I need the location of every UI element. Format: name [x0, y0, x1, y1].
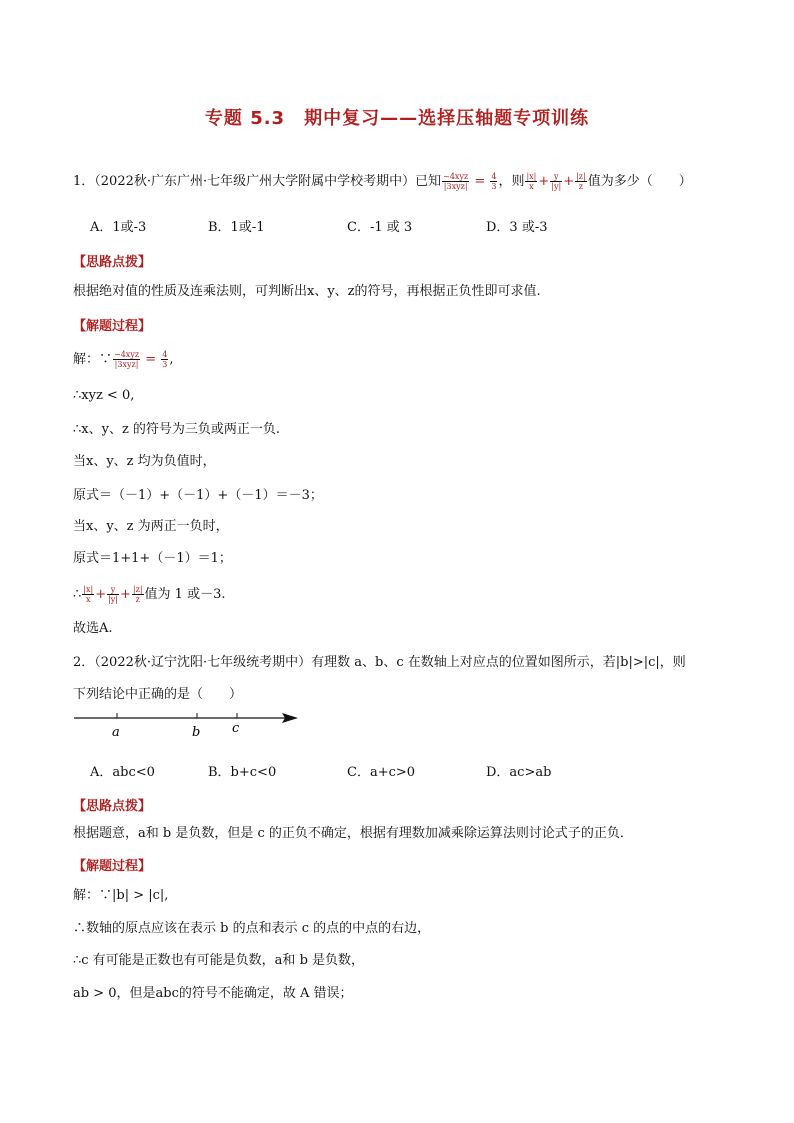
option-c[interactable]: C．a+c>0: [347, 765, 416, 780]
option-d[interactable]: D．ac>ab: [486, 765, 552, 780]
solution-line: ∴ $\frac{|x|}{x}$ + $\frac{y}{|y|}$ + $\frac{|z|}{z}$ 值为 1 或－3.: [73, 585, 226, 604]
label-a: a: [112, 725, 120, 740]
question-number: 1．: [73, 174, 95, 189]
fraction: $\frac{y}{|y|}$: [108, 585, 119, 604]
solution-heading: 【解题过程】: [73, 859, 152, 874]
fraction: $\frac{|x|}{x}$: [83, 585, 94, 604]
option-b[interactable]: B．b+c<0: [208, 765, 277, 780]
option-c[interactable]: C．-1 或 3: [347, 220, 413, 235]
option-a[interactable]: A．1或-3: [90, 220, 147, 235]
fraction: $\frac{y}{|y|}$: [551, 172, 562, 191]
solution-line: 当x、y、z 均为负值时，: [73, 454, 216, 469]
option-d[interactable]: D．3 或-3: [486, 220, 548, 235]
fraction: $\frac{|z|}{z}$: [132, 585, 143, 604]
solution-line: ∴x、y、z 的符号为三负或两正一负.: [73, 422, 281, 437]
solution-line: 解：∵|b| > |c|,: [73, 888, 169, 903]
fraction: $\frac{4}{3}$: [162, 350, 168, 369]
question-1-stem: 1．（2022秋·广东广州·七年级广州大学附属中学校考期中）已知 $\frac{\text{−4xyz}}{\text{|3xyz|}}$ = $\frac{4}{3}$ ，则 $\frac{|x|}{x}$ + $\frac{y}{|y|}$ + $\frac{|z|}{z}$ 值为多少（ ）: [73, 172, 692, 191]
solution-line: 当x、y、z 为两正一负时，: [73, 519, 229, 534]
question-2-stem: 2．（2022秋·辽宁沈阳·七年级统考期中）有理数 a、b、c 在数轴上对应点的位置如图所示，若|b|>|c|，则: [73, 655, 686, 670]
solution-line: 原式＝1+1+（－1）＝1；: [73, 551, 232, 566]
solution-heading: 【解题过程】: [73, 319, 152, 334]
hint-text: 根据绝对值的性质及连乘法则，可判断出x、y、z的符号，再根据正负性即可求值.: [73, 284, 541, 299]
fraction: $\frac{|x|}{x}$: [526, 172, 537, 191]
question-source: （2022秋·广东广州·七年级广州大学附属中学校考期中）已知: [94, 174, 442, 189]
page-title: 专题 5.3 期中复习——选择压轴题专项训练: [204, 108, 590, 129]
solution-line: ∴数轴的原点应该在表示 b 的点和表示 c 的点的中点的右边，: [73, 921, 431, 936]
solution-line: ∴c 有可能是正数也有可能是负数，a和 b 是负数，: [73, 953, 365, 968]
solution-line: 原式＝（－1）+（－1）+（－1）＝－3；: [73, 488, 323, 503]
solution-line: ∴xyz < 0,: [73, 388, 135, 403]
fraction: $\frac{4}{3}$: [491, 172, 497, 191]
fraction: $\frac{\text{−4xyz}}{\text{|3xyz|}}$: [443, 172, 469, 191]
option-a[interactable]: A．abc<0: [90, 765, 155, 780]
number-line-figure: [70, 706, 310, 746]
solution-line: 故选A.: [73, 621, 113, 636]
label-c: c: [232, 721, 240, 736]
fraction: $\frac{|z|}{z}$: [576, 172, 586, 191]
question-2-stem-continued: 下列结论中正确的是（ ）: [73, 687, 243, 702]
hint-heading: 【思路点拨】: [73, 799, 152, 814]
fraction: $\frac{\text{−4xyz}}{\text{|3xyz|}}$: [114, 350, 140, 369]
solution-line: ab > 0，但是abc的符号不能确定，故 A 错误；: [73, 986, 353, 1001]
solution-line: 解：∵ $\frac{\text{−4xyz}}{\text{|3xyz|}}$ = $\frac{4}{3}$ ,: [73, 350, 174, 369]
label-b: b: [192, 725, 201, 740]
hint-heading: 【思路点拨】: [73, 255, 152, 270]
option-b[interactable]: B．1或-1: [208, 220, 265, 235]
hint-text: 根据题意，a和 b 是负数，但是 c 的正负不确定，根据有理数加减乘除运算法则讨论式子的正负．: [73, 826, 633, 841]
